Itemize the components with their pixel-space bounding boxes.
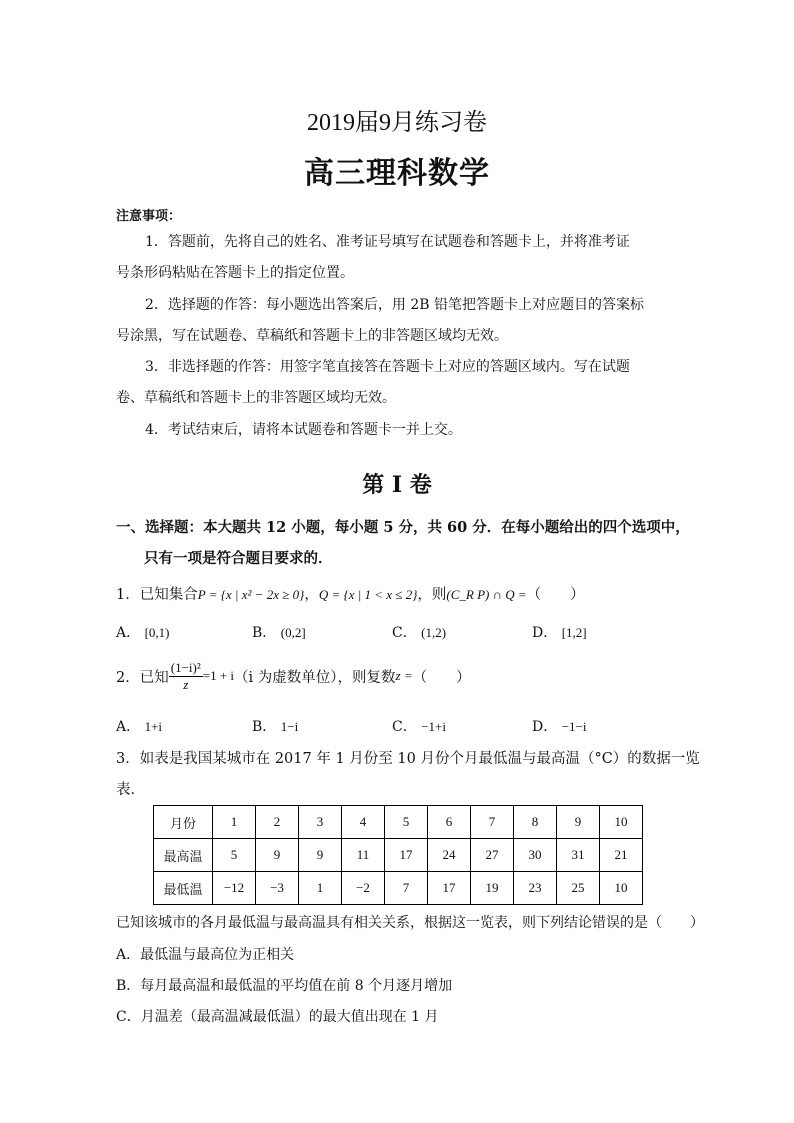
table-header-month: 月份 — [154, 806, 213, 839]
question-3-followup: 已知该城市的各月最低温与最高温具有相关关系，根据这一览表，则下列结论错误的是（ ） — [116, 915, 704, 931]
section-intro-line-2: 只有一项是符合题目要求的． — [144, 550, 333, 567]
month-cell: 8 — [514, 806, 557, 839]
low-cell: 25 — [557, 872, 600, 905]
q1-option-a[interactable] — [116, 622, 170, 642]
q1-option-c-value: (1,2) — [421, 625, 447, 640]
question-1-stem — [116, 583, 585, 604]
high-cell: 24 — [428, 839, 471, 872]
q1-option-c[interactable] — [392, 622, 446, 642]
notice-item-3-line-2: 卷、草稿纸和答题卡上的非答题区域均无效。 — [116, 390, 396, 406]
q1-mid: ，则 — [417, 587, 447, 603]
notice-item-2-line-2: 号涂黑，写在试题卷、草稿纸和答题卡上的非答题区域均无效。 — [116, 328, 508, 344]
q2-option-d-letter: D． — [532, 719, 558, 735]
high-cell: 5 — [213, 839, 256, 872]
low-cell: 19 — [471, 872, 514, 905]
high-cell: 11 — [342, 839, 385, 872]
high-cell: 9 — [299, 839, 342, 872]
month-cell: 1 — [213, 806, 256, 839]
table-header-low: 最低温 — [154, 872, 213, 905]
notice-item-3-line-1: 3．非选择题的作答：用签字笔直接答在答题卡上对应的答题区域内。写在试题 — [145, 359, 630, 375]
q2-paren: （ ） — [412, 669, 471, 686]
high-cell: 30 — [514, 839, 557, 872]
notice-heading: 注意事项： — [116, 209, 182, 224]
month-cell: 5 — [385, 806, 428, 839]
q1-option-b-value: (0,2] — [280, 625, 306, 640]
q3-option-b[interactable]: B．每月最高温和最低温的平均值在前 8 个月逐月增加 — [116, 978, 453, 994]
q2-fraction — [169, 660, 203, 693]
q1-paren: （ ） — [526, 587, 585, 603]
notice-item-4: 4．考试结束后，请将本试题卷和答题卡一并上交。 — [145, 422, 462, 438]
question-2-stem — [116, 656, 471, 696]
high-cell: 31 — [557, 839, 600, 872]
q2-option-b-value: 1−i — [280, 719, 299, 734]
low-cell: 17 — [428, 872, 471, 905]
q2-option-c-value: −1+i — [421, 719, 446, 734]
q3-option-c[interactable]: C．月温差（最高温减最低温）的最大值出现在 1 月 — [116, 1009, 439, 1025]
q1-option-b-letter: B． — [252, 625, 277, 641]
month-cell: 3 — [299, 806, 342, 839]
q2-option-a[interactable] — [116, 716, 162, 736]
q3-option-a[interactable]: A．最低温与最高位为正相关 — [116, 947, 295, 963]
q2-option-c[interactable] — [392, 716, 446, 736]
notice-item-1-line-2: 号条形码粘贴在答题卡上的指定位置。 — [116, 265, 354, 281]
q1-sep: ， — [304, 587, 319, 603]
high-cell: 9 — [256, 839, 299, 872]
month-cell: 6 — [428, 806, 471, 839]
low-cell: 7 — [385, 872, 428, 905]
month-cell: 2 — [256, 806, 299, 839]
high-cell: 17 — [385, 839, 428, 872]
section-intro-line-1: 一、选择题：本大题共 12 小题，每小题 5 分，共 60 分．在每小题给出的四个选项中， — [116, 519, 690, 536]
q1-option-d-letter: D． — [532, 625, 558, 641]
q2-fraction-numerator: (1−i)² — [170, 659, 201, 675]
notice-item-1-line-1: 1．答题前，先将自己的姓名、准考证号填写在试题卷和答题卡上，并将准考证 — [145, 234, 630, 250]
low-cell: 23 — [514, 872, 557, 905]
q2-option-d-value: −1−i — [561, 719, 587, 734]
question-3-stem-line-2: 表． — [116, 782, 145, 798]
table-header-high: 最高温 — [154, 839, 213, 872]
high-cell: 21 — [600, 839, 643, 872]
table-row-low — [154, 872, 643, 905]
q2-rhs: =1 + i — [202, 668, 235, 683]
q2-option-c-letter: C． — [392, 719, 417, 735]
exam-year-title: 2019届9月练习卷 — [307, 110, 487, 136]
q2-var: z = — [395, 668, 413, 683]
month-cell: 9 — [557, 806, 600, 839]
q1-set-p: P = {x | x² − 2x ≥ 0} — [197, 587, 305, 602]
q2-option-a-value: 1+i — [144, 719, 163, 734]
low-cell: −12 — [213, 872, 256, 905]
section-title: 第 I 卷 — [362, 472, 432, 498]
q1-expr: (C_R P) ∩ Q = — [446, 587, 527, 602]
table-row-month — [154, 806, 643, 839]
q1-option-d[interactable] — [532, 622, 587, 642]
q2-option-d[interactable] — [532, 716, 586, 736]
q2-fraction-denominator: z — [183, 676, 189, 692]
low-cell: −2 — [342, 872, 385, 905]
q2-option-b-letter: B． — [252, 719, 277, 735]
month-cell: 7 — [471, 806, 514, 839]
subject-title: 高三理科数学 — [304, 156, 490, 191]
month-cell: 10 — [600, 806, 643, 839]
q2-option-a-letter: A． — [116, 719, 141, 735]
q2-option-b[interactable] — [252, 716, 298, 736]
q1-option-d-value: [1,2] — [561, 625, 587, 640]
q1-set-q: Q = {x | 1 < x ≤ 2} — [318, 587, 418, 602]
temperature-table — [153, 805, 643, 905]
low-cell: 10 — [600, 872, 643, 905]
notice-item-2-line-1: 2．选择题的作答：每小题选出答案后，用 2B 铅笔把答题卡上对应题目的答案标 — [145, 297, 645, 313]
q1-option-a-letter: A． — [116, 625, 141, 641]
q1-option-b[interactable] — [252, 622, 306, 642]
question-3-stem-line-1: 3．如表是我国某城市在 2017 年 1 月份至 10 月份个月最低温与最高温（°C）的数据一览 — [116, 751, 700, 767]
q1-option-a-value: [0,1) — [144, 625, 170, 640]
q1-option-c-letter: C． — [392, 625, 417, 641]
q2-prefix: 2．已知 — [116, 669, 169, 686]
low-cell: −3 — [256, 872, 299, 905]
q1-prefix: 1．已知集合 — [116, 587, 198, 603]
q2-note: （i 为虚数单位），则复数 — [234, 669, 396, 686]
month-cell: 4 — [342, 806, 385, 839]
low-cell: 1 — [299, 872, 342, 905]
high-cell: 27 — [471, 839, 514, 872]
table-row-high — [154, 839, 643, 872]
